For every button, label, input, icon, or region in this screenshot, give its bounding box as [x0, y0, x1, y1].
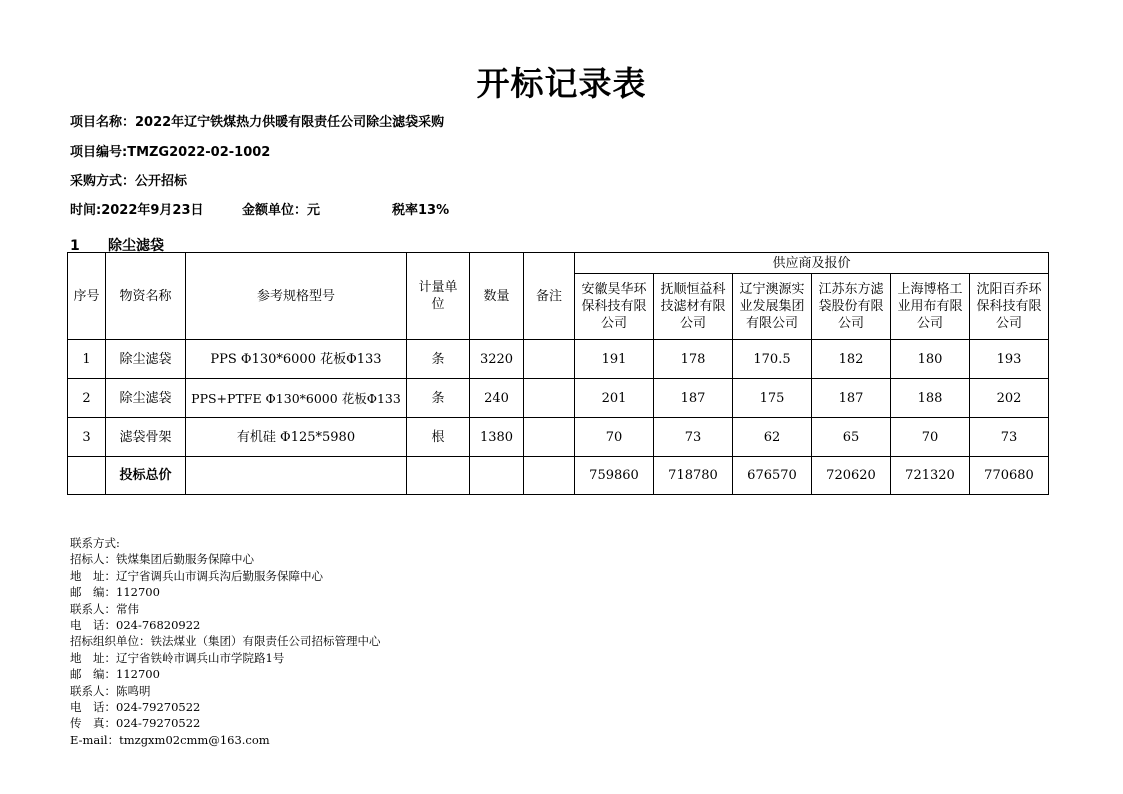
- cell-qty: 240: [470, 379, 524, 418]
- table-row: [68, 418, 1049, 457]
- cell-price: 73: [654, 418, 733, 457]
- header-qty: 数量: [470, 253, 524, 340]
- total-value: 718780: [654, 457, 733, 495]
- cell-qty: 3220: [470, 340, 524, 379]
- cell-price: 170.5: [733, 340, 812, 379]
- cell-price: 201: [575, 379, 654, 418]
- cell-price: 191: [575, 340, 654, 379]
- cell-material: 滤袋骨架: [106, 418, 186, 457]
- supplier-header: 上海博格工业用布有限公司: [891, 274, 970, 340]
- cell-spec: PPS Φ130*6000 花板Φ133: [186, 340, 407, 379]
- bid-time: 时间:2022年9月23日: [70, 203, 204, 218]
- contact-line: 传 真：024-79270522: [70, 716, 201, 731]
- cell-spec: PPS+PTFE Φ130*6000 花板Φ133: [186, 379, 407, 418]
- procurement-method: 采购方式：公开招标: [70, 174, 188, 189]
- bid-record-table: [67, 252, 1049, 495]
- cell-spec: 有机硅 Φ125*5980: [186, 418, 407, 457]
- contact-line: 地 址：辽宁省铁岭市调兵山市学院路1号: [70, 650, 285, 665]
- cell-seq: 3: [68, 418, 106, 457]
- cell-remark: [524, 379, 575, 418]
- total-value: 676570: [733, 457, 812, 495]
- total-row: [68, 457, 1049, 495]
- total-value: 721320: [891, 457, 970, 495]
- cell-material: 除尘滤袋: [106, 340, 186, 379]
- contact-line: 联系人：陈鸣明: [70, 683, 151, 698]
- table-row: [68, 340, 1049, 379]
- total-value: 759860: [575, 457, 654, 495]
- cell-empty: [407, 457, 470, 495]
- cell-price: 70: [891, 418, 970, 457]
- total-value: 720620: [812, 457, 891, 495]
- cell-empty: [186, 457, 407, 495]
- total-label: 投标总价: [106, 457, 186, 495]
- cell-price: 62: [733, 418, 812, 457]
- supplier-header: 沈阳百乔环保科技有限公司: [970, 274, 1049, 340]
- contact-line: 电 话：024-79270522: [70, 699, 201, 714]
- cell-price: 188: [891, 379, 970, 418]
- cell-empty: [524, 457, 575, 495]
- cell-qty: 1380: [470, 418, 524, 457]
- contact-line: 邮 编：112700: [70, 585, 160, 600]
- supplier-header: 抚顺恒益科技滤材有限公司: [654, 274, 733, 340]
- contact-line: 邮 编：112700: [70, 667, 160, 682]
- cell-unit: 条: [407, 340, 470, 379]
- header-unit: 计量单位: [407, 253, 470, 340]
- cell-price: 187: [812, 379, 891, 418]
- cell-price: 175: [733, 379, 812, 418]
- cell-price: 178: [654, 340, 733, 379]
- header-seq: 序号: [68, 253, 106, 340]
- project-number: 项目编号:TMZG2022-02-1002: [70, 145, 271, 160]
- contact-line: 电 话：024-76820922: [70, 617, 201, 632]
- cell-seq: 1: [68, 340, 106, 379]
- project-name: 项目名称：2022年辽宁铁煤热力供暖有限责任公司除尘滤袋采购: [70, 115, 445, 130]
- amount-unit: 金额单位：元: [242, 203, 321, 218]
- section-name: 除尘滤袋: [108, 238, 164, 254]
- contact-line: 招标人：铁煤集团后勤服务保障中心: [70, 552, 254, 567]
- table-header-row: [68, 253, 1049, 274]
- cell-material: 除尘滤袋: [106, 379, 186, 418]
- contact-line: 地 址：辽宁省调兵山市调兵沟后勤服务保障中心: [70, 568, 323, 583]
- header-material: 物资名称: [106, 253, 186, 340]
- cell-price: 182: [812, 340, 891, 379]
- cell-remark: [524, 418, 575, 457]
- cell-remark: [524, 340, 575, 379]
- cell-price: 202: [970, 379, 1049, 418]
- cell-unit: 条: [407, 379, 470, 418]
- table-row: [68, 379, 1049, 418]
- tax-rate: 税率13%: [392, 203, 450, 218]
- cell-price: 180: [891, 340, 970, 379]
- cell-price: 187: [654, 379, 733, 418]
- contact-email: E-mail：tmzgxm02cmm@163.com: [70, 732, 270, 747]
- cell-seq: 2: [68, 379, 106, 418]
- contact-line: 联系人：常伟: [70, 601, 139, 616]
- cell-price: 73: [970, 418, 1049, 457]
- page-title: 开标记录表: [476, 64, 647, 103]
- section-number: 1: [70, 238, 80, 254]
- cell-price: 193: [970, 340, 1049, 379]
- header-suppliers-group: 供应商及报价: [575, 253, 1049, 274]
- cell-empty: [470, 457, 524, 495]
- contact-heading: 联系方式:: [70, 536, 120, 550]
- header-remark: 备注: [524, 253, 575, 340]
- cell-price: 65: [812, 418, 891, 457]
- contact-info: [70, 535, 381, 748]
- cell-unit: 根: [407, 418, 470, 457]
- cell-empty: [68, 457, 106, 495]
- info-line: [70, 199, 449, 218]
- contact-line: 招标组织单位：铁法煤业（集团）有限责任公司招标管理中心: [70, 634, 381, 649]
- header-spec: 参考规格型号: [186, 253, 407, 340]
- cell-price: 70: [575, 418, 654, 457]
- supplier-header: 辽宁澳源实业发展集团有限公司: [733, 274, 812, 340]
- supplier-header: 安徽昊华环保科技有限公司: [575, 274, 654, 340]
- total-value: 770680: [970, 457, 1049, 495]
- supplier-header: 江苏东方滤袋股份有限公司: [812, 274, 891, 340]
